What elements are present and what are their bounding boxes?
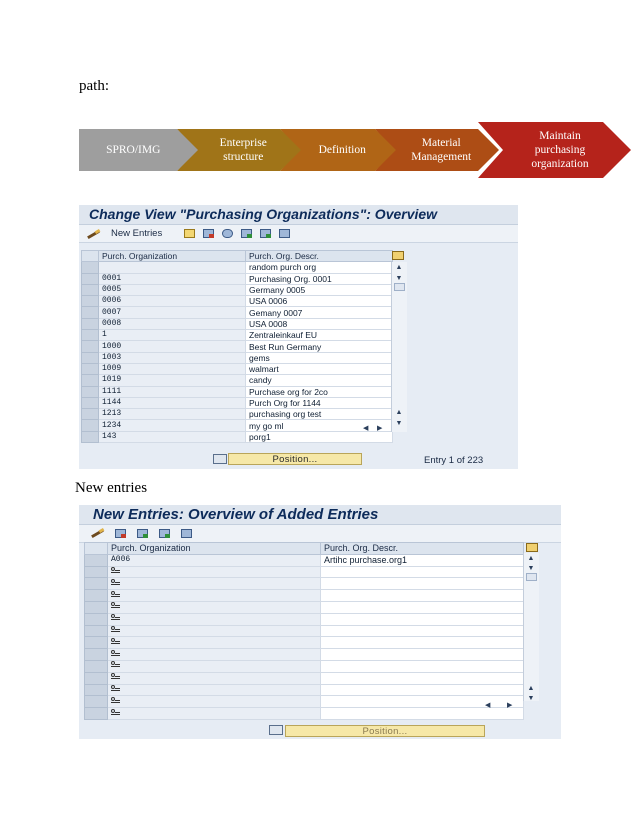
vertical-scrollbar[interactable]: [391, 262, 407, 432]
table-row[interactable]: [82, 397, 393, 408]
screen-title: New Entries: Overview of Added Entries: [79, 505, 561, 525]
path-step-text: [396, 129, 487, 171]
scroll-up-icon[interactable]: ▲: [527, 685, 535, 692]
deselect-all-icon[interactable]: [279, 229, 290, 238]
purch-org-descr-cell[interactable]: [321, 566, 524, 578]
delete-icon[interactable]: [203, 229, 214, 238]
purch-org-cell[interactable]: [108, 672, 321, 684]
row-selector[interactable]: [85, 672, 108, 684]
purch-org-descr-cell[interactable]: [321, 601, 524, 613]
purch-org-cell[interactable]: [99, 363, 246, 374]
row-selector[interactable]: [85, 637, 108, 649]
row-selector[interactable]: [82, 318, 99, 329]
select-all-column[interactable]: [82, 251, 99, 262]
path-step-5: [478, 122, 631, 178]
scroll-down-icon[interactable]: ▼: [395, 420, 403, 427]
edit-pen-icon[interactable]: [91, 528, 105, 538]
path-step-line: structure: [223, 151, 264, 163]
purch-org-cell[interactable]: [99, 420, 246, 431]
scroll-down-icon[interactable]: ▼: [527, 695, 535, 702]
value-help-icon[interactable]: [111, 579, 120, 585]
purch-org-descr-cell[interactable]: [321, 590, 524, 602]
path-label: path:: [79, 78, 109, 94]
value-help-icon[interactable]: [111, 638, 120, 644]
row-selector[interactable]: [85, 649, 108, 661]
scroll-down-icon[interactable]: ▼: [527, 565, 535, 572]
purch-org-value: 1019: [102, 375, 122, 385]
purch-org-descr-cell[interactable]: [321, 578, 524, 590]
purch-org-value: 1213: [102, 409, 122, 419]
row-selector[interactable]: [85, 684, 108, 696]
undo-icon[interactable]: [222, 229, 233, 238]
deselect-all-icon[interactable]: [181, 529, 192, 538]
value-help-icon[interactable]: [111, 614, 120, 620]
purch-org-value: 1111: [102, 386, 122, 396]
table-row[interactable]: [82, 284, 393, 295]
value-help-icon[interactable]: [111, 591, 120, 597]
row-selector[interactable]: [85, 708, 108, 720]
purch-org-value: 0007: [102, 307, 122, 317]
purch-org-cell[interactable]: [99, 397, 246, 408]
value-help-icon[interactable]: [111, 709, 120, 715]
purch-org-value: A006: [111, 555, 131, 565]
table-row[interactable]: [82, 330, 393, 341]
path-step-text: [301, 129, 384, 171]
row-selector[interactable]: [82, 307, 99, 318]
row-selector[interactable]: [85, 625, 108, 637]
scroll-up-icon[interactable]: ▲: [527, 555, 535, 562]
purch-org-cell[interactable]: [99, 352, 246, 363]
scroll-down-icon[interactable]: ▼: [395, 275, 403, 282]
table-row[interactable]: [85, 613, 524, 625]
purch-org-descr-cell[interactable]: candy: [246, 375, 393, 386]
row-selector[interactable]: [82, 273, 99, 284]
vertical-scrollbar[interactable]: [523, 553, 539, 701]
table-row[interactable]: [82, 318, 393, 329]
purch-org-descr-cell[interactable]: Zentraleinkauf EU: [246, 330, 393, 341]
purch-org-cell[interactable]: [108, 625, 321, 637]
value-help-icon[interactable]: [111, 602, 120, 608]
purch-org-cell[interactable]: [108, 566, 321, 578]
purch-org-cell[interactable]: [108, 660, 321, 672]
scroll-up-icon[interactable]: ▲: [395, 409, 403, 416]
table-row[interactable]: [82, 307, 393, 318]
purch-org-cell[interactable]: [108, 613, 321, 625]
value-help-icon[interactable]: [111, 626, 120, 632]
purch-org-value: 0008: [102, 318, 122, 328]
value-help-icon[interactable]: [111, 661, 120, 667]
path-step-line: Maintain: [539, 130, 581, 142]
horizontal-scroll-left-icon[interactable]: ◀: [363, 425, 369, 432]
value-help-icon[interactable]: [111, 567, 120, 573]
column-config-icon[interactable]: [392, 251, 404, 260]
purch-org-value: 1: [102, 330, 107, 340]
purch-org-descr-cell[interactable]: Germany 0005: [246, 284, 393, 295]
column-header-purch-org[interactable]: Purch. Organization: [99, 251, 246, 262]
table-row[interactable]: [85, 566, 524, 578]
path-step-line: purchasing: [534, 144, 586, 156]
purch-org-descr-cell[interactable]: Gemany 0007: [246, 307, 393, 318]
purch-org-descr-cell[interactable]: [321, 649, 524, 661]
path-step-line: organization: [531, 158, 589, 170]
purch-org-value: 1009: [102, 364, 122, 374]
table-row[interactable]: [85, 708, 524, 720]
purch-org-descr-cell[interactable]: Purchase org for 2co: [246, 386, 393, 397]
select-all-icon[interactable]: [241, 229, 252, 238]
purch-org-value: 1003: [102, 352, 122, 362]
table-row[interactable]: [82, 386, 393, 397]
table-row[interactable]: [85, 601, 524, 613]
table-row[interactable]: [85, 637, 524, 649]
purchasing-org-table: [81, 250, 393, 443]
table-row[interactable]: [85, 696, 524, 708]
horizontal-scroll-left-icon[interactable]: ◀: [485, 702, 491, 709]
purch-org-descr-cell[interactable]: random purch org: [246, 262, 393, 273]
purch-org-value: 0005: [102, 285, 122, 295]
purch-org-descr-cell[interactable]: gems: [246, 352, 393, 363]
purch-org-descr-cell[interactable]: my go ml: [246, 420, 393, 431]
toolbar: [79, 525, 561, 543]
new-entries-heading: New entries: [75, 480, 148, 496]
table-row[interactable]: [82, 431, 393, 442]
table-row[interactable]: [85, 684, 524, 696]
path-step-line: Management: [411, 151, 472, 163]
delete-icon[interactable]: [115, 529, 126, 538]
row-selector[interactable]: [82, 375, 99, 386]
row-selector[interactable]: [82, 262, 99, 273]
select-all-column[interactable]: [85, 543, 108, 555]
table-row[interactable]: [85, 578, 524, 590]
purch-org-descr-cell[interactable]: Purchasing Org. 0001: [246, 273, 393, 284]
purch-org-cell[interactable]: [99, 409, 246, 420]
purch-org-cell[interactable]: [108, 601, 321, 613]
table-row[interactable]: [85, 590, 524, 602]
purch-org-descr-cell[interactable]: Artihc purchase.org1: [321, 554, 524, 566]
purch-org-descr-cell[interactable]: [321, 696, 524, 708]
scroll-thumb[interactable]: [394, 283, 405, 291]
purch-org-descr-cell[interactable]: USA 0006: [246, 296, 393, 307]
path-step-text: [81, 129, 186, 171]
edit-pen-icon[interactable]: [87, 229, 101, 239]
purch-org-value: 1000: [102, 341, 122, 351]
table-row[interactable]: [82, 296, 393, 307]
row-selector[interactable]: [85, 601, 108, 613]
purch-org-cell[interactable]: [99, 431, 246, 442]
toolbar: [79, 225, 518, 243]
scroll-thumb[interactable]: [526, 573, 537, 581]
path-step-line: Enterprise: [219, 137, 267, 149]
position-icon[interactable]: [213, 454, 227, 464]
table-row[interactable]: [82, 375, 393, 386]
row-selector[interactable]: [82, 386, 99, 397]
purch-org-descr-cell[interactable]: USA 0008: [246, 318, 393, 329]
purch-org-cell[interactable]: [99, 307, 246, 318]
purch-org-descr-cell[interactable]: [321, 672, 524, 684]
horizontal-scroll-right-icon[interactable]: ▶: [377, 425, 383, 432]
row-selector[interactable]: [82, 420, 99, 431]
purch-org-descr-cell[interactable]: purchasing org test: [246, 409, 393, 420]
row-selector[interactable]: [82, 431, 99, 442]
row-selector[interactable]: [82, 330, 99, 341]
copy-icon[interactable]: [184, 229, 195, 238]
table-row[interactable]: [82, 409, 393, 420]
select-block-icon[interactable]: [260, 229, 271, 238]
purch-org-cell[interactable]: [108, 684, 321, 696]
row-selector[interactable]: [82, 296, 99, 307]
scroll-up-icon[interactable]: ▲: [395, 264, 403, 271]
purch-org-value: 143: [102, 431, 117, 441]
purch-org-cell[interactable]: [108, 637, 321, 649]
purch-org-descr-cell[interactable]: [321, 613, 524, 625]
table-header: [85, 543, 524, 555]
purch-org-cell[interactable]: [99, 284, 246, 295]
table-header: [82, 251, 393, 262]
value-help-icon[interactable]: [111, 650, 120, 656]
purch-org-cell[interactable]: [108, 578, 321, 590]
new-entries-button[interactable]: New Entries: [111, 228, 163, 239]
purchasing-org-overview-screen: [79, 205, 518, 469]
table-row[interactable]: [82, 363, 393, 374]
position-icon[interactable]: [269, 725, 283, 735]
purch-org-cell[interactable]: [99, 341, 246, 352]
row-selector[interactable]: [82, 363, 99, 374]
purch-org-cell[interactable]: [108, 590, 321, 602]
row-selector[interactable]: [85, 590, 108, 602]
position-button[interactable]: Position...: [228, 453, 362, 465]
table-row[interactable]: [85, 660, 524, 672]
table-row[interactable]: [85, 625, 524, 637]
horizontal-scroll-right-icon[interactable]: ▶: [507, 702, 513, 709]
purch-org-cell[interactable]: [108, 649, 321, 661]
row-selector[interactable]: [82, 409, 99, 420]
path-step-line: Definition: [318, 144, 366, 156]
column-header-purch-org-descr[interactable]: Purch. Org. Descr.: [321, 543, 524, 555]
row-selector[interactable]: [85, 554, 108, 566]
row-selector[interactable]: [82, 352, 99, 363]
row-selector[interactable]: [85, 613, 108, 625]
purch-org-value: 1234: [102, 420, 122, 430]
purch-org-descr-cell[interactable]: [321, 625, 524, 637]
purch-org-descr-cell[interactable]: Best Run Germany: [246, 341, 393, 352]
purch-org-cell[interactable]: [99, 386, 246, 397]
row-selector[interactable]: [82, 397, 99, 408]
path-step-1: [79, 129, 198, 171]
table-row[interactable]: [85, 554, 524, 566]
new-entries-table: [84, 542, 524, 720]
entry-count: Entry 1 of 223: [424, 455, 484, 466]
purch-org-cell[interactable]: [99, 262, 246, 273]
row-selector[interactable]: [85, 660, 108, 672]
table-row[interactable]: [82, 420, 393, 431]
purch-org-cell[interactable]: [108, 554, 321, 566]
select-all-icon[interactable]: [137, 529, 148, 538]
purch-org-descr-cell[interactable]: [321, 660, 524, 672]
purch-org-cell[interactable]: [99, 318, 246, 329]
table-row[interactable]: [85, 649, 524, 661]
table-row[interactable]: [82, 341, 393, 352]
purch-org-descr-cell[interactable]: [321, 637, 524, 649]
select-block-icon[interactable]: [159, 529, 170, 538]
row-selector[interactable]: [85, 696, 108, 708]
table-row[interactable]: [85, 672, 524, 684]
table-row[interactable]: [82, 262, 393, 273]
new-entries-overview-screen: [79, 505, 561, 739]
purch-org-cell[interactable]: [108, 696, 321, 708]
purch-org-value: 1144: [102, 398, 122, 407]
purch-org-cell[interactable]: [99, 273, 246, 284]
screen-title: Change View "Purchasing Organizations": Overview: [79, 205, 518, 225]
purch-org-descr-cell[interactable]: walmart: [246, 363, 393, 374]
row-selector[interactable]: [85, 566, 108, 578]
value-help-icon[interactable]: [111, 697, 120, 703]
path-step-text: [198, 129, 289, 171]
purch-org-value: 0001: [102, 273, 122, 283]
path-step-line: SPRO/IMG: [106, 144, 161, 156]
purch-org-descr-cell[interactable]: Purch Org for 1144: [246, 397, 393, 408]
position-button[interactable]: Position...: [285, 725, 485, 737]
purch-org-descr-cell[interactable]: porg1: [246, 431, 393, 442]
purch-org-descr-cell[interactable]: [321, 708, 524, 720]
row-selector[interactable]: [82, 284, 99, 295]
column-header-purch-org-descr[interactable]: Purch. Org. Descr.: [246, 251, 393, 262]
column-header-purch-org[interactable]: Purch. Organization: [108, 543, 321, 555]
purch-org-descr-cell[interactable]: [321, 684, 524, 696]
column-config-icon[interactable]: [526, 543, 538, 552]
purch-org-cell[interactable]: [99, 375, 246, 386]
purch-org-value: 0006: [102, 296, 122, 306]
purch-org-cell[interactable]: [99, 330, 246, 341]
value-help-icon[interactable]: [111, 685, 120, 691]
row-selector[interactable]: [82, 341, 99, 352]
value-help-icon[interactable]: [111, 673, 120, 679]
row-selector[interactable]: [85, 578, 108, 590]
path-step-line: Material: [421, 137, 461, 149]
purch-org-cell[interactable]: [108, 708, 321, 720]
path-step-text: [505, 122, 615, 178]
purch-org-cell[interactable]: [99, 296, 246, 307]
table-row[interactable]: [82, 352, 393, 363]
table-row[interactable]: [82, 273, 393, 284]
